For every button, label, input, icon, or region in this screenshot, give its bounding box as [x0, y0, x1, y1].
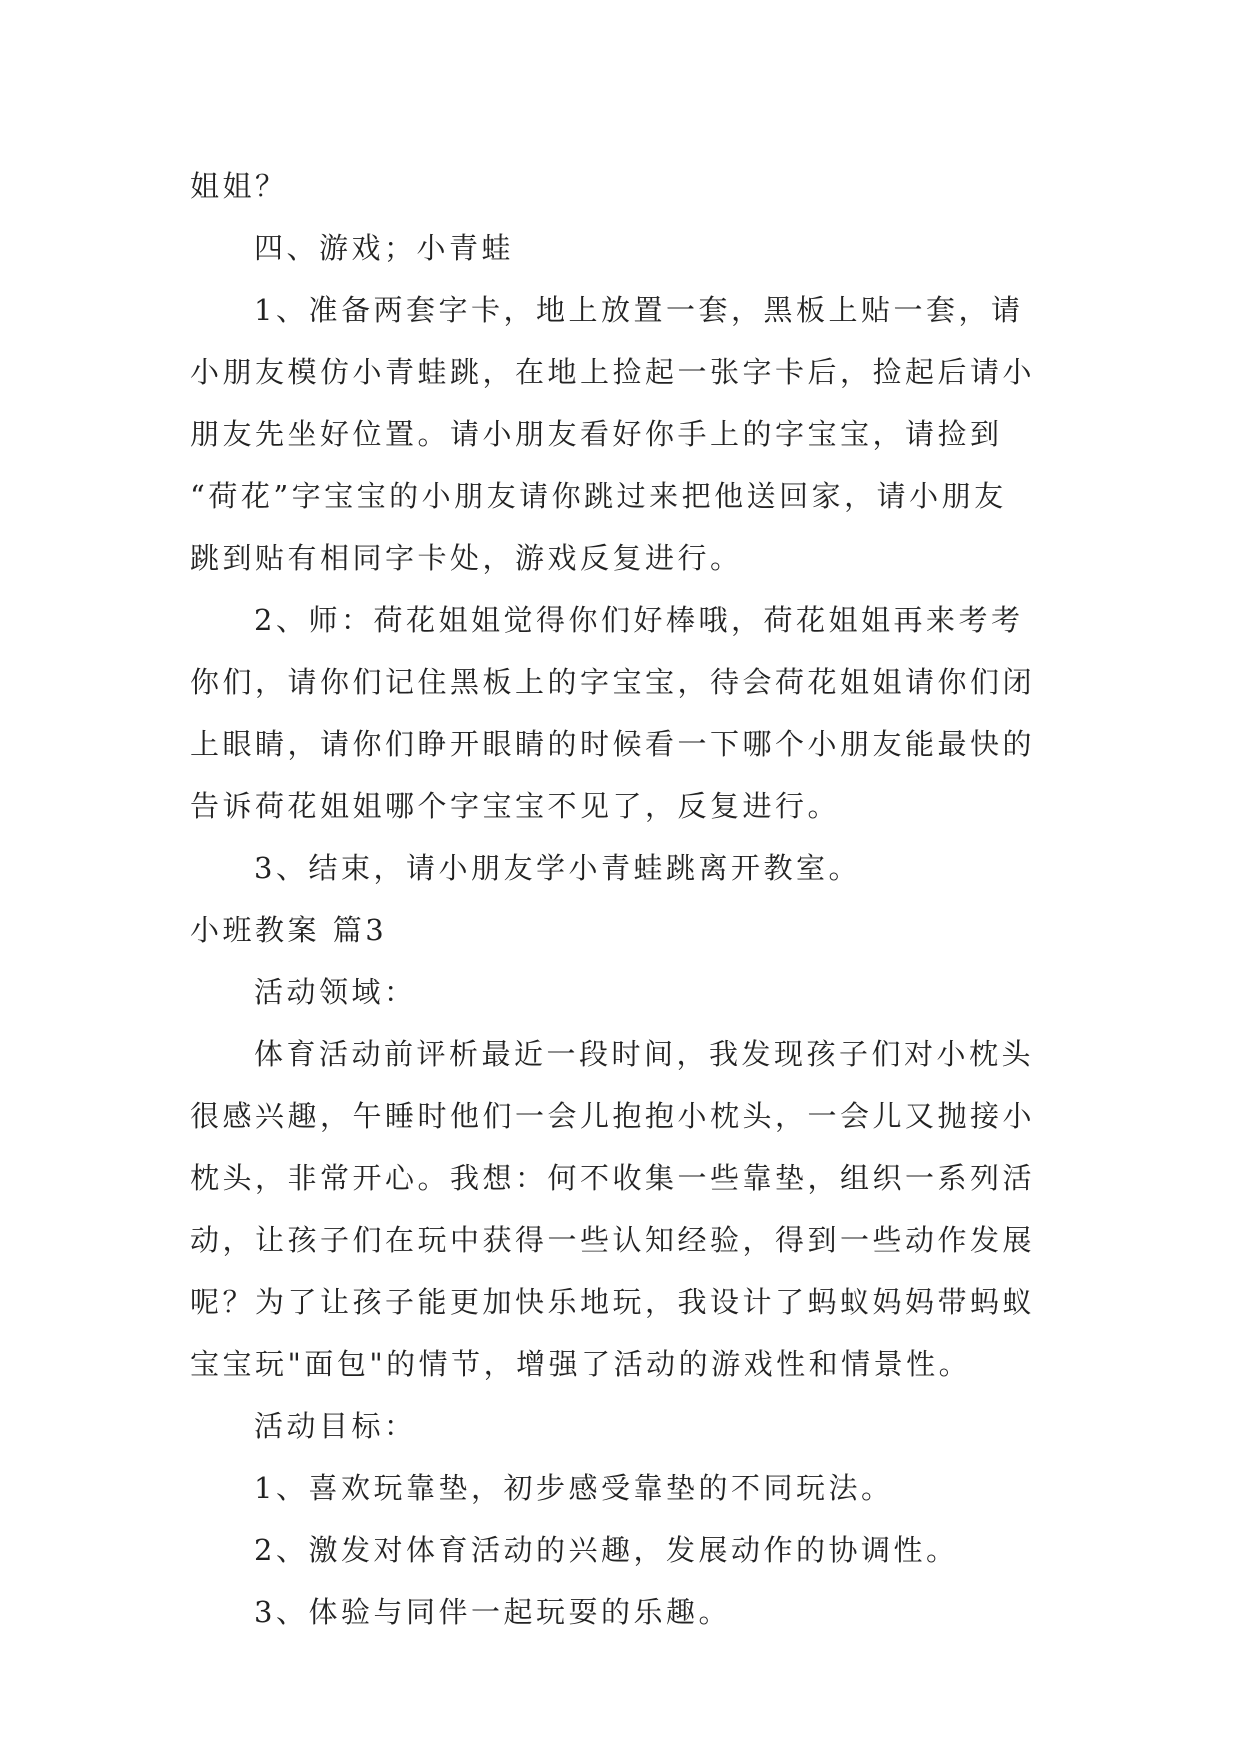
text-line: 小朋友模仿小青蛙跳，在地上捡起一张字卡后，捡起后请小: [190, 355, 1036, 389]
text-line: 朋友先坐好位置。请小朋友看好你手上的字宝宝，请捡到: [190, 417, 1003, 451]
section-heading: 活动目标：: [254, 1409, 417, 1443]
section-heading: 活动领域：: [254, 975, 417, 1009]
text-line: “荷花”字宝宝的小朋友请你跳过来把他送回家，请小朋友: [190, 479, 1007, 513]
text-line: 宝宝玩"面包"的情节，增强了活动的游戏性和情景性。: [190, 1347, 972, 1381]
text-line: 姐姐？: [190, 169, 288, 203]
section-heading: 四、游戏；小青蛙: [254, 231, 515, 265]
text-line: 2、师：荷花姐姐觉得你们好棒哦，荷花姐姐再来考考: [254, 603, 1024, 637]
text-line: 动，让孩子们在玩中获得一些认知经验，得到一些动作发展: [190, 1223, 1036, 1257]
text-line: 3、结束，请小朋友学小青蛙跳离开教室。: [254, 851, 861, 885]
text-line: 告诉荷花姐姐哪个字宝宝不见了，反复进行。: [190, 789, 841, 823]
text-line: 上眼睛，请你们睁开眼睛的时候看一下哪个小朋友能最快的: [190, 727, 1036, 761]
text-line: 很感兴趣，午睡时他们一会儿抱抱小枕头，一会儿又抛接小: [190, 1099, 1036, 1133]
text-line: 枕头，非常开心。我想：何不收集一些靠垫，组织一系列活: [190, 1161, 1036, 1195]
text-line: 呢？为了让孩子能更加快乐地玩，我设计了蚂蚁妈妈带蚂蚁: [190, 1285, 1036, 1319]
list-item: 2、激发对体育活动的兴趣，发展动作的协调性。: [254, 1533, 959, 1567]
text-line: 体育活动前评析最近一段时间，我发现孩子们对小枕头: [254, 1037, 1035, 1071]
section-title: 小班教案 篇3: [190, 913, 388, 947]
text-line: 跳到贴有相同字卡处，游戏反复进行。: [190, 541, 743, 575]
text-line: 1、准备两套字卡，地上放置一套，黑板上贴一套，请: [254, 293, 1024, 327]
text-line: 你们，请你们记住黑板上的字宝宝，待会荷花姐姐请你们闭: [190, 665, 1036, 699]
list-item: 3、体验与同伴一起玩耍的乐趣。: [254, 1595, 731, 1629]
list-item: 1、喜欢玩靠垫，初步感受靠垫的不同玩法。: [254, 1471, 894, 1505]
